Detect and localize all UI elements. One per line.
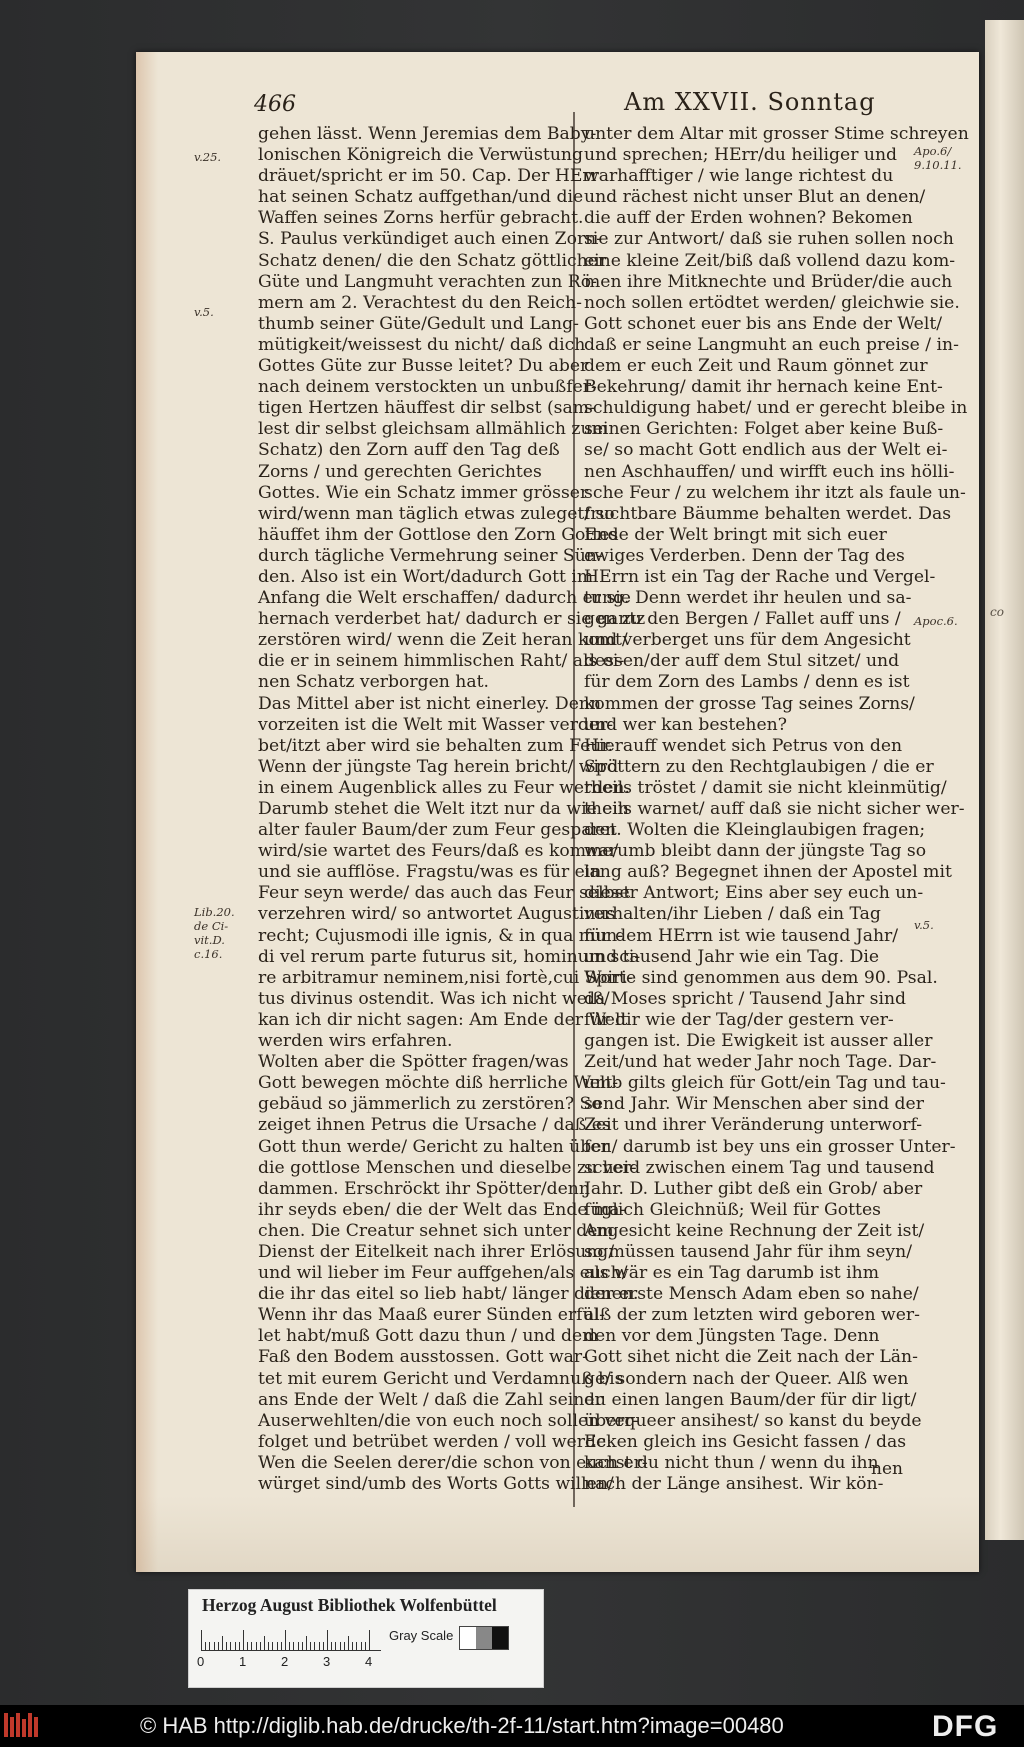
ruler-number: 2 [281, 1654, 289, 1669]
ruler-tick [293, 1642, 294, 1650]
text-line: Jahr. D. Luther gibt deß ein Grob/ aber [584, 1178, 923, 1199]
text-line: re arbitramur neminem,nisi fortè,cui Spiri- [258, 967, 633, 988]
text-line: der erste Mensch Adam eben so nahe/ [584, 1284, 919, 1305]
ruler-tick [369, 1630, 370, 1650]
text-line: dräuet/spricht er im 50. Cap. Der HErr [258, 166, 599, 187]
next-page-edge [985, 20, 1024, 1540]
ruler-tick [356, 1642, 357, 1650]
ruler-tick [314, 1642, 315, 1650]
text-line: mütigkeit/weissest du nicht/ daß dich [258, 334, 586, 355]
ruler-tick [247, 1642, 248, 1650]
text-line: gebäud so jämmerlich zu zerstören? So [258, 1094, 602, 1115]
text-line: wird/wenn man täglich etwas zuleget/ so [258, 503, 615, 524]
text-line: den. Wolten die Kleinglaubigen fragen; [584, 820, 926, 841]
library-scale-card [188, 1589, 544, 1688]
text-line: Anfang die Welt erschaffen/ dadurch er sie [258, 588, 631, 609]
text-line: lang auß? Begegnet ihnen der Apostel mit [584, 862, 952, 883]
footer-url-text[interactable]: © HAB http://diglib.hab.de/drucke/th-2f-11/start.htm?image=00480 [140, 1713, 784, 1738]
text-line: folget und betrübet werden / voll werde: [258, 1431, 612, 1452]
ruler-tick [348, 1636, 349, 1650]
text-line: unter dem Altar mit grosser Stime schreyen [584, 124, 969, 144]
text-line: bet/itzt aber wird sie behalten zum Feur. [258, 735, 614, 756]
text-line: Feur seyn werde/ das auch das Feur selbst [258, 883, 631, 904]
hab-logo-icon [0, 1709, 42, 1741]
ruler-tick [302, 1642, 303, 1650]
text-line: thumb seiner Güte/Gedult und Lang- [258, 313, 579, 334]
text-line: send Jahr. Wir Menschen aber sind der [584, 1094, 924, 1115]
text-line: Spöttern zu den Rechtglaubigen / die er [584, 756, 934, 777]
text-line: gangen ist. Die Ewigkeit ist ausser aller [584, 1031, 933, 1052]
text-line: tigen Hertzen häuffest dir selbst (sam- [258, 398, 595, 419]
ruler-tick [344, 1642, 345, 1650]
text-line: Gott sihet nicht die Zeit nach der Län- [584, 1347, 918, 1368]
text-line: tus divinus ostendit. Was ich nicht weiß/ [258, 988, 610, 1009]
text-line: daß er seine Langmuht an euch preise / in- [584, 334, 959, 355]
text-line: dammen. Erschröckt ihr Spötter/denn [258, 1178, 590, 1199]
margin-note: Apoc.6. [914, 614, 958, 628]
swatch-black [492, 1627, 508, 1649]
text-line: für dem HErrn ist wie tausend Jahr/ [584, 925, 899, 946]
text-line: tet mit eurem Gericht und Verdamnuß bis [258, 1368, 624, 1389]
ruler-tick [335, 1642, 336, 1650]
text-line: Schatz) den Zorn auff den Tag deß [258, 440, 560, 461]
margin-note: Apo.6/ 9.10.11. [914, 144, 962, 172]
library-name: Herzog August Bibliothek Wolfenbüttel [202, 1595, 497, 1615]
ruler-number: 1 [239, 1654, 247, 1669]
text-line: Das Mittel aber ist nicht einerley. Denn [258, 693, 602, 714]
ruler-tick [209, 1642, 210, 1650]
margin-note: v.25. [194, 150, 222, 164]
ruler-tick [214, 1642, 215, 1650]
text-line: noch sollen ertödtet werden/ gleichwie sie. [584, 292, 960, 313]
ruler-tick [256, 1642, 257, 1650]
text-line: Wen die Seelen derer/die schon von euch er- [258, 1452, 648, 1473]
gray-scale-label: Gray Scale [389, 1628, 454, 1643]
text-line: S. Paulus verkündiget auch einen Zorn- [258, 229, 603, 250]
next-page-margin-note: co [990, 605, 1004, 619]
ruler-tick [365, 1642, 366, 1650]
ruler-tick [268, 1642, 269, 1650]
book-page [136, 52, 979, 1572]
text-line: alter fauler Baum/der zum Feur gesparet [258, 820, 617, 841]
text-line: sche Feur / zu welchem ihr itzt als faule un- [584, 482, 966, 503]
ruler-tick [340, 1642, 341, 1650]
ruler-tick [251, 1642, 252, 1650]
ruler-tick [235, 1642, 236, 1650]
text-line: zeiget ihnen Petrus die Ursache / daß es [258, 1115, 611, 1136]
text-line: umb gilts gleich für Gott/ein Tag und tau- [584, 1073, 946, 1094]
ruler-tick [352, 1642, 353, 1650]
text-line: wird/sie wartet des Feurs/daß es komme/ [258, 841, 619, 862]
text-line: Zorns / und gerechten Gerichtes [258, 461, 542, 482]
text-line: für dem Zorn des Lambs / denn es ist [584, 672, 910, 693]
text-line: dem er euch Zeit und Raum gönnet zur [584, 356, 928, 377]
text-line: lonischen Königreich die Verwüstung [258, 145, 583, 166]
text-line: Wolten aber die Spötter fragen/was [258, 1052, 569, 1073]
text-line: nach der Länge ansihest. Wir kön- [584, 1474, 884, 1494]
text-line: und tausend Jahr wie ein Tag. Die [584, 946, 880, 967]
text-line: du einen langen Baum/der für dir ligt/ [584, 1389, 917, 1410]
text-line: eine kleine Zeit/biß daß vollend dazu kom- [584, 250, 956, 271]
text-line: in einem Augenblick alles zu Feur werden. [258, 777, 630, 798]
text-line: dessen/der auff dem Stul sitzet/ und [584, 651, 900, 672]
text-line: Faß den Bodem ausstossen. Gott war- [258, 1347, 588, 1368]
text-line: und rächest nicht unser Blut an denen/ [584, 187, 926, 208]
text-line: für dir wie der Tag/der gestern ver- [584, 1009, 894, 1030]
text-line: mern am 2. Verachtest du den Reich- [258, 292, 582, 313]
text-line: und wer kan bestehen? [584, 714, 787, 735]
text-line: und wil lieber im Feur auffgehen/als euch/ [258, 1263, 628, 1284]
text-line: die er in seinem himmlischen Raht/ als ei- [258, 651, 625, 672]
text-line: di vel rerum parte futurus sit, hominum sci- [258, 946, 641, 967]
text-line: füglich Gleichnüß; Weil für Gottes [584, 1199, 881, 1220]
footer-bar [0, 1705, 1024, 1747]
text-line: würget sind/umb des Worts Gotts willen/ [258, 1474, 614, 1494]
text-line: und sprechen; HErr/du heiliger und [584, 145, 898, 166]
text-line: nen Schatz verborgen hat. [258, 672, 489, 693]
ruler-tick [285, 1630, 286, 1650]
catchword: nen [871, 1459, 903, 1479]
margin-note: v.5. [914, 918, 934, 932]
ruler-tick [272, 1642, 273, 1650]
text-line: gen zu den Bergen / Fallet auff uns / [584, 609, 901, 630]
left-text-column [258, 124, 648, 1495]
text-line: fen/ darumb ist bey uns ein grosser Unter- [584, 1136, 956, 1157]
ruler-tick [281, 1642, 282, 1650]
text-line: warumb bleibt dann der jüngste Tag so [584, 841, 927, 862]
text-line: sie zur Antwort/ daß sie ruhen sollen noch [584, 229, 954, 250]
text-line: vorzeiten ist die Welt mit Wasser verder- [258, 714, 614, 735]
text-line: scheid zwischen einem Tag und tausend [584, 1157, 935, 1178]
ruler-number: 4 [365, 1654, 373, 1669]
text-line: die auff der Erden wohnen? Bekomen [584, 208, 913, 229]
text-line: zerstören wird/ wenn die Zeit heran komt/ [258, 630, 628, 651]
dfg-logo: DFG [932, 1710, 999, 1743]
text-line: häuffet ihm der Gottlose den Zorn Gottes [258, 524, 619, 545]
text-line: ge/ sondern nach der Queer. Alß wen [584, 1368, 909, 1389]
ruler-tick [222, 1636, 223, 1650]
text-line: Auserwehlten/die von euch noch sollen ver- [258, 1410, 639, 1431]
ruler-tick [218, 1642, 219, 1650]
text-line: hat seinen Schatz auffgethan/und die [258, 187, 584, 208]
ruler-tick [327, 1630, 328, 1650]
ruler-tick [260, 1642, 261, 1650]
text-line: Waffen seines Zorns herfür gebracht. [258, 208, 584, 229]
text-line: Worte sind genommen aus dem 90. Psal. [584, 967, 938, 988]
ruler-tick [264, 1636, 265, 1650]
text-line: werden wirs erfahren. [258, 1031, 453, 1052]
text-line: alß der zum letzten wird geboren wer- [584, 1305, 920, 1326]
text-line: ihr seyds eben/ die der Welt das Ende ma- [258, 1199, 626, 1220]
ruler-number: 0 [197, 1654, 205, 1669]
text-line: Gottes Güte zur Busse leitet? Du aber [258, 356, 589, 377]
text-line: tung. Denn werdet ihr heulen und sa- [584, 588, 912, 609]
margin-note: Lib.20. de Ci- vit.D. c.16. [194, 905, 235, 961]
ruler-tick [205, 1642, 206, 1650]
text-line: HErrn ist ein Tag der Rache und Vergel- [584, 566, 936, 587]
text-line: verzehren wird/ so antwortet Augustinus [258, 904, 616, 925]
text-line: Schatz denen/ die den Schatz göttlicher [258, 250, 607, 271]
text-line: let habt/muß Gott dazu thun / und dem [258, 1326, 599, 1347]
text-line: nach deinem verstockten un unbußfer- [258, 377, 597, 398]
text-line: da Moses spricht / Tausend Jahr sind [584, 988, 907, 1009]
page-number: 466 [254, 92, 296, 117]
text-line: kommen der grosse Tag seines Zorns/ [584, 693, 915, 714]
ruler-tick [239, 1642, 240, 1650]
ruler-tick [298, 1642, 299, 1650]
ruler-tick [319, 1642, 320, 1650]
text-line: schuldigung habet/ und er gerecht bleibe in [584, 398, 968, 419]
text-line: ewiges Verderben. Denn der Tag des [584, 545, 905, 566]
text-line: Wenn ihr das Maaß eurer Sünden erfül- [258, 1305, 605, 1326]
text-line: nen Aschhauffen/ und wirfft euch ins hölli- [584, 461, 955, 482]
text-line: verhalten/ihr Lieben / daß ein Tag [584, 904, 881, 925]
ruler-tick [289, 1642, 290, 1650]
text-line: Hierauff wendet sich Petrus von den [584, 735, 903, 756]
text-line: die gottlose Menschen und dieselbe zu ver- [258, 1157, 637, 1178]
text-line: hernach verderbet hat/ dadurch er sie gantz [258, 609, 646, 630]
text-line: gehen lässt. Wenn Jeremias dem Baby- [258, 124, 597, 144]
text-line: Darumb stehet die Welt itzt nur da wie ein [258, 799, 629, 819]
ruler-tick [331, 1642, 332, 1650]
text-line: den vor dem Jüngsten Tage. Denn [584, 1326, 880, 1347]
text-line: chen. Die Creatur sehnet sich unter dem [258, 1220, 614, 1241]
text-line: Zeit/und hat weder Jahr noch Tage. Dar- [584, 1052, 937, 1073]
swatch-white [460, 1627, 476, 1649]
text-line: dieser Antwort; Eins aber sey euch un- [584, 883, 924, 904]
margin-note: v.5. [194, 305, 214, 319]
text-line: Wenn der jüngste Tag herein bricht/ wird [258, 756, 619, 777]
text-line: Ende der Welt bringt mit sich euer [584, 524, 887, 545]
text-line: kan ich dir nicht sagen: Am Ende der Welt [258, 1009, 628, 1030]
ruler-tick [323, 1642, 324, 1650]
text-line: Gott bewegen möchte diß herrliche Welt- [258, 1073, 619, 1094]
ruler-tick [243, 1630, 244, 1650]
text-line: Angesicht keine Rechnung der Zeit ist/ [584, 1220, 925, 1241]
text-line: se/ so macht Gott endlich aus der Welt ei- [584, 440, 948, 461]
text-line: Dienst der Eitelkeit nach ihrer Erlösung/ [258, 1241, 615, 1262]
ruler-tick [230, 1642, 231, 1650]
gray-scale-swatches [459, 1626, 509, 1650]
ruler-tick [310, 1642, 311, 1650]
ruler-tick [361, 1642, 362, 1650]
text-line: so müssen tausend Jahr für ihm seyn/ [584, 1241, 912, 1262]
ruler-tick [201, 1630, 202, 1650]
ruler-tick [306, 1636, 307, 1650]
text-line: Gott schonet euer bis ans Ende der Welt/ [584, 313, 943, 334]
text-line: warhafftiger / wie lange richtest du [584, 166, 894, 187]
text-line: durch tägliche Vermehrung seiner Sün- [258, 545, 603, 566]
ruler-number: 3 [323, 1654, 331, 1669]
text-line: und verberget uns für dem Angesicht [584, 630, 911, 651]
ruler-tick [277, 1642, 278, 1650]
text-line: und sie aufflöse. Fragstu/was es für ein [258, 862, 602, 883]
ruler-scale [201, 1628, 381, 1651]
text-line: lest dir selbst gleichsam allmählich zum [258, 419, 608, 440]
text-line: Zeit und ihrer Veränderung unterworf- [584, 1115, 923, 1136]
text-line: den. Also ist ein Wort/dadurch Gott im [258, 566, 594, 587]
text-line: men ihre Mitknechte und Brüder/die auch [584, 271, 953, 292]
text-line: theils warnet/ auff daß sie nicht sicher wer- [584, 799, 965, 819]
ruler-tick [226, 1642, 227, 1650]
text-line: überqueer ansihest/ so kanst du beyde [584, 1410, 922, 1431]
text-line: Ecken gleich ins Gesicht fassen / das [584, 1431, 907, 1452]
running-title: Am XXVII. Sonntag [624, 88, 876, 116]
text-line: Gott thun werde/ Gericht zu halten über [258, 1136, 610, 1157]
text-line: recht; Cujusmodi ille ignis, & in qua mun- [258, 925, 624, 946]
swatch-gray [476, 1627, 492, 1649]
text-line: kanst du nicht thun / wenn du ihn [584, 1452, 879, 1473]
text-line: seinen Gerichten: Folget aber keine Buß- [584, 419, 944, 440]
text-line: Güte und Langmuht verachten zun Rö- [258, 271, 597, 292]
text-line: theils tröstet / damit sie nicht kleinmütig/ [584, 777, 947, 798]
text-line: ans Ende der Welt / daß die Zahl seiner [258, 1389, 603, 1410]
text-line: Gottes. Wie ein Schatz immer grösser [258, 482, 589, 503]
text-line: als wär es ein Tag darumb ist ihm [584, 1263, 880, 1284]
text-line: Bekehrung/ damit ihr hernach keine Ent- [584, 377, 943, 398]
text-line: fruchtbare Bäumme behalten werdet. Das [584, 503, 952, 524]
text-line: die ihr das eitel so lieb habt/ länger dienen. [258, 1284, 639, 1305]
